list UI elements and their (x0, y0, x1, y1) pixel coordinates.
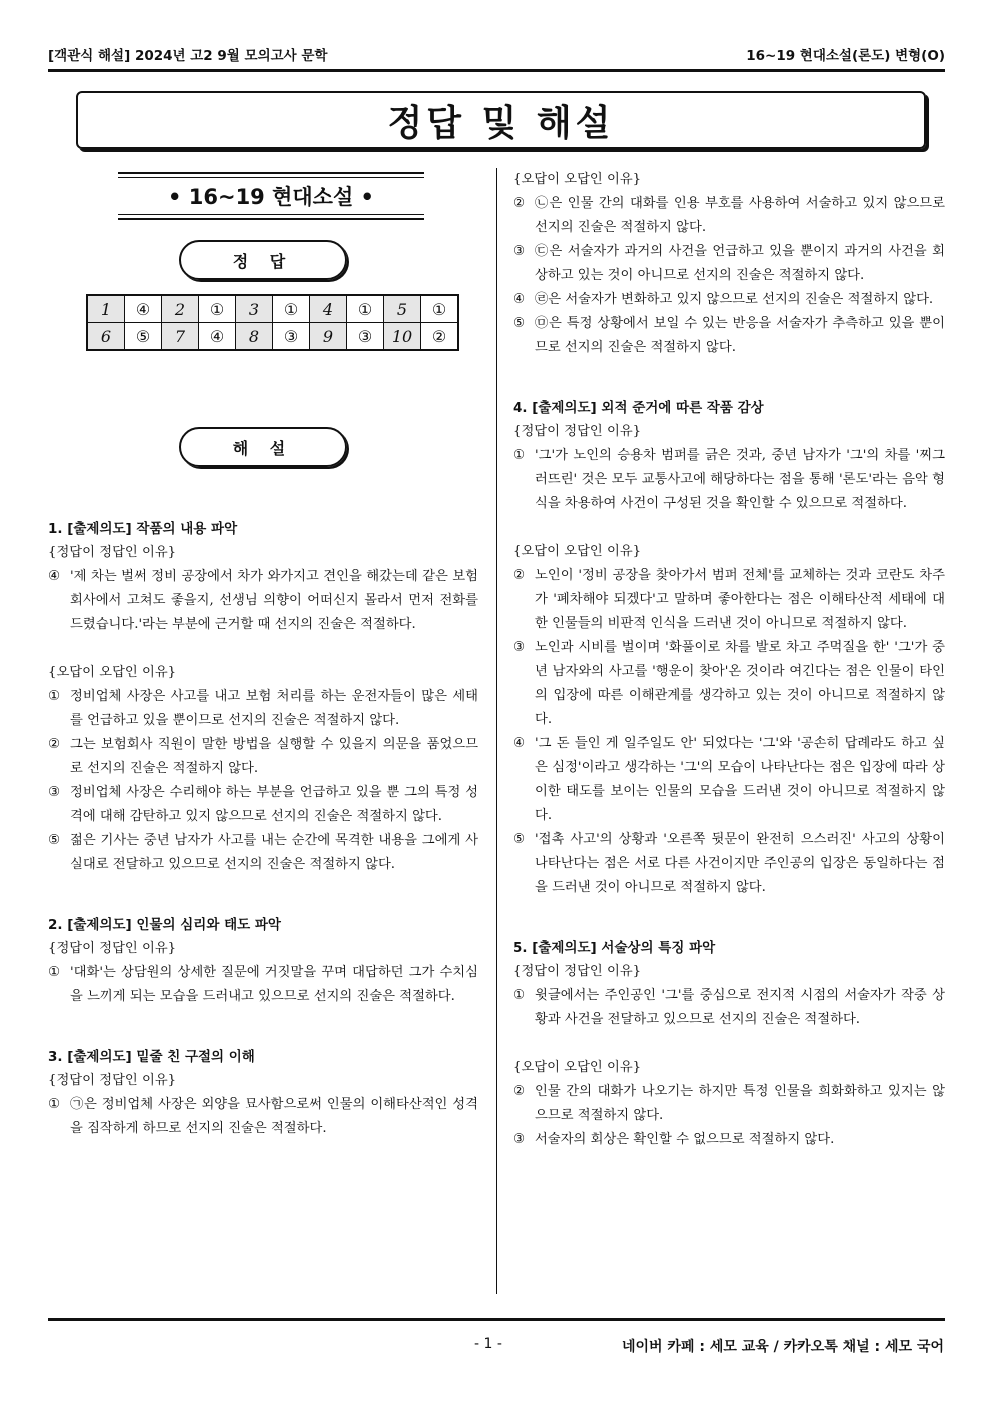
answer-row (87, 323, 458, 351)
question-number: 9 (310, 323, 347, 351)
q1-title: 1. [출제의도] 작품의 내용 파악 (48, 521, 238, 537)
section-title-box (118, 172, 424, 220)
answer-row (87, 295, 458, 323)
item-mark: ① (48, 965, 60, 980)
page-number: - 1 - (474, 1336, 502, 1352)
item-mark: ② (48, 737, 60, 752)
q3-wrong-head: {오답이 오답인 이유} (513, 172, 642, 187)
list-item (513, 828, 945, 900)
item-mark: ④ (513, 736, 525, 751)
answer-value: ⑤ (125, 323, 162, 351)
page-title: 정답 및 해설 (387, 102, 615, 144)
question-number: 6 (87, 323, 125, 351)
item-text: 서술자의 회상은 확인할 수 없으므로 적절하지 않다. (535, 1132, 835, 1147)
list-item (513, 564, 945, 636)
header-right: 16~19 현대소설(론도) 변형(O) (746, 48, 945, 64)
item-text: '대화'는 상담원의 상세한 질문에 거짓말을 꾸며 대답하던 그가 수치심을 느끼게 되는 모습을 드러내고 있으므로 선지의 진술은 적절하다. (70, 965, 478, 1004)
question-number: 2 (162, 295, 199, 323)
q5-wrong-head: {오답이 오답인 이유} (513, 1060, 642, 1075)
item-text: 정비업체 사장은 사고를 내고 보험 처리를 하는 운전자들이 많은 세태를 언급하고 있을 뿐이므로 선지의 진술은 적절하지 않다. (70, 689, 478, 728)
list-item (513, 192, 945, 240)
list-item (513, 1128, 945, 1152)
q4-correct-head: {정답이 정답인 이유} (513, 424, 642, 439)
list-item (513, 732, 945, 828)
item-text: '그 돈 들인 게 일주일도 안' 되었다는 '그'와 '공손히 답례라도 하고 싶은 심정'이라고 생각하는 '그'의 모습이 나타난다는 점은 입장에 따라 상이한 태도를 보이는 인물의 모습을 드러낸 것이 아니므로 적절하지 않다. (535, 736, 945, 823)
answer-value: ① (199, 295, 236, 323)
q1-wrong-head: {오답이 오답인 이유} (48, 665, 177, 680)
q4-title: 4. [출제의도] 외적 준거에 따른 작품 감상 (513, 400, 764, 416)
list-item (513, 1080, 945, 1128)
list-item (48, 829, 478, 877)
header-left: [객관식 해설] 2024년 고2 9월 모의고사 문학 (48, 48, 328, 64)
explain-label: 해 설 (232, 438, 294, 458)
item-mark: ① (513, 988, 525, 1003)
item-mark: ① (48, 1097, 60, 1112)
list-item (48, 1093, 478, 1141)
answer-label: 정 답 (232, 251, 294, 271)
list-item (513, 240, 945, 288)
list-item (513, 984, 945, 1032)
list-item (513, 288, 945, 312)
answer-value: ④ (125, 295, 162, 323)
q1-correct-head: {정답이 정답인 이유} (48, 545, 177, 560)
list-item (513, 444, 945, 516)
answer-value: ③ (273, 323, 310, 351)
footer-rule (48, 1318, 945, 1321)
item-mark: ④ (48, 569, 60, 584)
q3-title: 3. [출제의도] 밑줄 친 구절의 이해 (48, 1049, 255, 1065)
q4-wrong-head: {오답이 오답인 이유} (513, 544, 642, 559)
question-number: 1 (87, 295, 125, 323)
column-divider (496, 168, 497, 1294)
item-text: '그'가 노인의 승용차 범퍼를 긁은 것과, 중년 남자가 '그'의 차를 '찌그러뜨린' 것은 모두 교통사고에 해당하다는 점을 통해 '론도'라는 음악 형식을 차용하여 사건이 구성된 것을 확인할 수 있으므로 적절하다. (535, 448, 945, 511)
item-text: 인물 간의 대화가 나오기는 하지만 특정 인물을 희화화하고 있지는 않으므로 적절하지 않다. (535, 1084, 945, 1123)
header-rule (48, 69, 945, 72)
item-mark: ① (513, 448, 525, 463)
item-mark: ③ (48, 785, 60, 800)
q2-title: 2. [출제의도] 인물의 심리와 태도 파악 (48, 917, 281, 933)
item-mark: ⑤ (513, 832, 525, 847)
left-column (48, 517, 478, 1141)
item-text: ㉢은 서술자가 과거의 사건을 언급하고 있을 뿐이지 과거의 사건을 회상하고 있는 것이 아니므로 선지의 진술은 적절하지 않다. (535, 244, 945, 283)
item-mark: ⑤ (48, 833, 60, 848)
answer-value: ① (273, 295, 310, 323)
answer-value: ③ (347, 323, 384, 351)
question-number: 10 (384, 323, 421, 351)
item-mark: ③ (513, 244, 525, 259)
title-box (76, 91, 926, 149)
question-number: 3 (236, 295, 273, 323)
item-text: 노인과 시비를 벌이며 '화풀이로 차를 발로 차고 주먹질을 한' '그'가 중년 남자와의 사고를 '행운이 찾아'온 것이라 여긴다는 점은 인물이 타인의 입장에 따른 이해관계를 생각하고 있는 것이 아니므로 적절하지 않다. (535, 640, 945, 727)
item-mark: ② (513, 1084, 525, 1099)
item-text: 그는 보험회사 직원이 말한 방법을 실행할 수 있을지 의문을 품었으므로 선지의 진술은 적절하지 않다. (70, 737, 478, 776)
answer-value: ① (347, 295, 384, 323)
answer-value: ② (421, 323, 459, 351)
section-title: • 16~19 현대소설 • (168, 185, 374, 209)
item-mark: ③ (513, 1132, 525, 1147)
item-mark: ⑤ (513, 316, 525, 331)
item-mark: ③ (513, 640, 525, 655)
list-item (48, 781, 478, 829)
q5-title: 5. [출제의도] 서술상의 특징 파악 (513, 940, 716, 956)
q5-correct-head: {정답이 정답인 이유} (513, 964, 642, 979)
q2-correct-head: {정답이 정답인 이유} (48, 941, 177, 956)
item-text: 윗글에서는 주인공인 '그'를 중심으로 전지적 시점의 서술자가 작중 상황과 사건을 전달하고 있으므로 선지의 진술은 적절하다. (535, 988, 945, 1027)
answer-value: ④ (199, 323, 236, 351)
item-text: ㉠은 정비업체 사장은 외양을 묘사함으로써 인물의 이해타산적인 성격을 짐작하게 하므로 선지의 진술은 적절하다. (70, 1097, 478, 1136)
item-text: 젊은 기사는 중년 남자가 사고를 내는 순간에 목격한 내용을 그에게 사실대로 전달하고 있으므로 선지의 진술은 적절하지 않다. (70, 833, 478, 872)
list-item (48, 685, 478, 733)
question-number: 7 (162, 323, 199, 351)
footer-contact: 네이버 카페 : 세모 교육 / 카카오톡 채널 : 세모 국어 (621, 1339, 944, 1355)
list-item (48, 565, 478, 637)
answer-table (86, 294, 459, 351)
item-text: ㉤은 특정 상황에서 보일 수 있는 반응을 서술자가 추측하고 있을 뿐이므로 선지의 진술은 적절하지 않다. (535, 316, 945, 355)
item-text: '제 차는 벌써 정비 공장에서 차가 와가지고 견인을 해갔는데 같은 보험회사에서 고쳐도 좋을지, 선생님 의향이 어떠신지 몰라서 먼저 전화를 드렸습니다.'라는 부분에 근거할 때 선지의 진술은 적절하다. (70, 569, 478, 632)
q3-correct-head: {정답이 정답인 이유} (48, 1073, 177, 1088)
item-text: '접촉 사고'의 상황과 '오른쪽 뒷문이 완전히 으스러진' 사고의 상황이 나타난다는 점은 서로 다른 사건이지만 주인공의 입장은 동일하다는 점을 드러낸 것이 아니므로 적절하지 않다. (535, 832, 945, 895)
list-item (513, 636, 945, 732)
right-column (513, 168, 945, 1152)
item-mark: ④ (513, 292, 525, 307)
question-number: 8 (236, 323, 273, 351)
item-text: 정비업체 사장은 수리해야 하는 부분을 언급하고 있을 뿐 그의 특정 성격에 대해 감탄하고 있지 않으므로 선지의 진술은 적절하지 않다. (70, 785, 478, 824)
question-number: 5 (384, 295, 421, 323)
item-text: ㉡은 인물 간의 대화를 인용 부호를 사용하여 서술하고 있지 않으므로 선지의 진술은 적절하지 않다. (535, 196, 945, 235)
item-mark: ② (513, 196, 525, 211)
item-text: 노인이 '정비 공장을 찾아가서 범퍼 전체'를 교체하는 것과 코란도 차주가 '폐차해야 되겠다'고 말하며 좋아한다는 점은 이해타산적 세태에 대한 인물들의 비판적 인식을 드러낸 것이 아니므로 적절하지 않다. (535, 568, 945, 631)
list-item (48, 961, 478, 1009)
question-number: 4 (310, 295, 347, 323)
item-text: ㉣은 서술자가 변화하고 있지 않으므로 선지의 진술은 적절하지 않다. (535, 292, 934, 307)
item-mark: ② (513, 568, 525, 583)
explain-label-pill (179, 427, 347, 467)
list-item (513, 312, 945, 360)
item-mark: ① (48, 689, 60, 704)
answer-value: ① (421, 295, 459, 323)
answer-label-pill (179, 240, 347, 280)
list-item (48, 733, 478, 781)
page-header (48, 44, 945, 66)
